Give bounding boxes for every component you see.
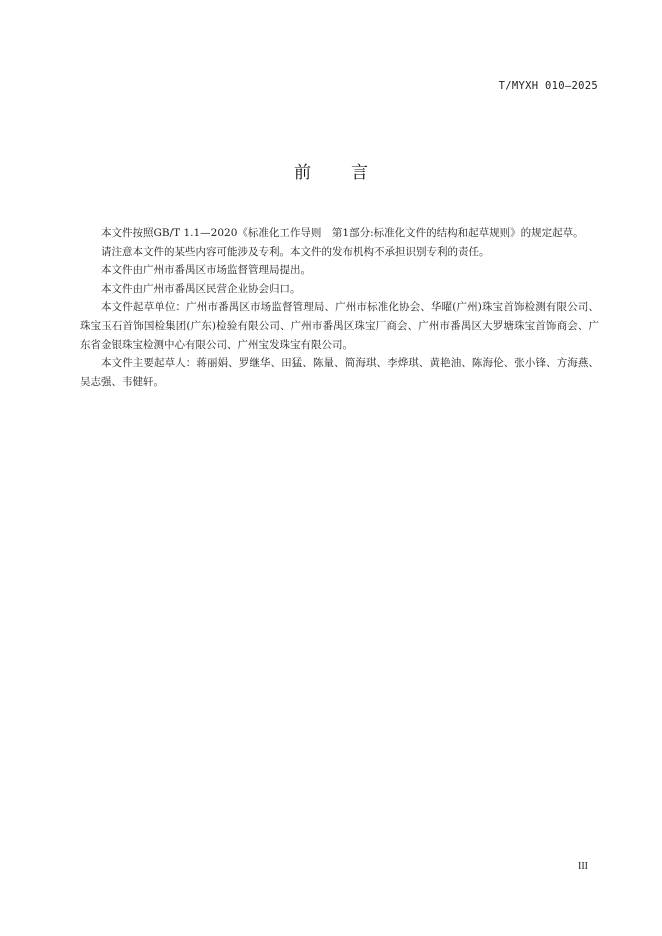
paragraph-proposer: 本文件由广州市番禺区市场监督管理局提出。 — [101, 264, 311, 277]
foreword-body — [80, 224, 599, 391]
paragraph-patent-notice: 请注意本文件的某些内容可能涉及专利。本文件的发布机构不承担识别专利的责任。 — [101, 245, 490, 258]
paragraph-drafting-rules: 本文件按照GB/T 1.1—2020《标准化工作导则 第1部分:标准化文件的结构和起草规则》的规定起草。 — [101, 227, 584, 239]
page-number: III — [578, 861, 588, 872]
page-title: 前言 — [294, 163, 408, 183]
standard-code: T/MYXH 010—2025 — [498, 80, 598, 92]
paragraph-centralized-by: 本文件由广州市番禺区民营企业协会归口。 — [101, 282, 301, 295]
paragraph-drafting-units: 本文件起草单位：广州市番禺区市场监督管理局、广州市标准化协会、华曜(广州)珠宝首饰检测有限公司、珠宝玉石首饰国检集团(广东)检验有限公司、广州市番禺区珠宝厂商会、广州市番禺区大罗塘珠宝首饰商会、广东省金银珠宝检测中心有限公司、广州宝发珠宝有限公司。 — [80, 301, 599, 351]
paragraph-drafters: 本文件主要起草人：蒋丽娟、罗继华、田猛、陈量、简海琪、李烨琪、黄艳油、陈海伦、张小锋、方海燕、吴志强、韦健轩。 — [80, 357, 599, 388]
